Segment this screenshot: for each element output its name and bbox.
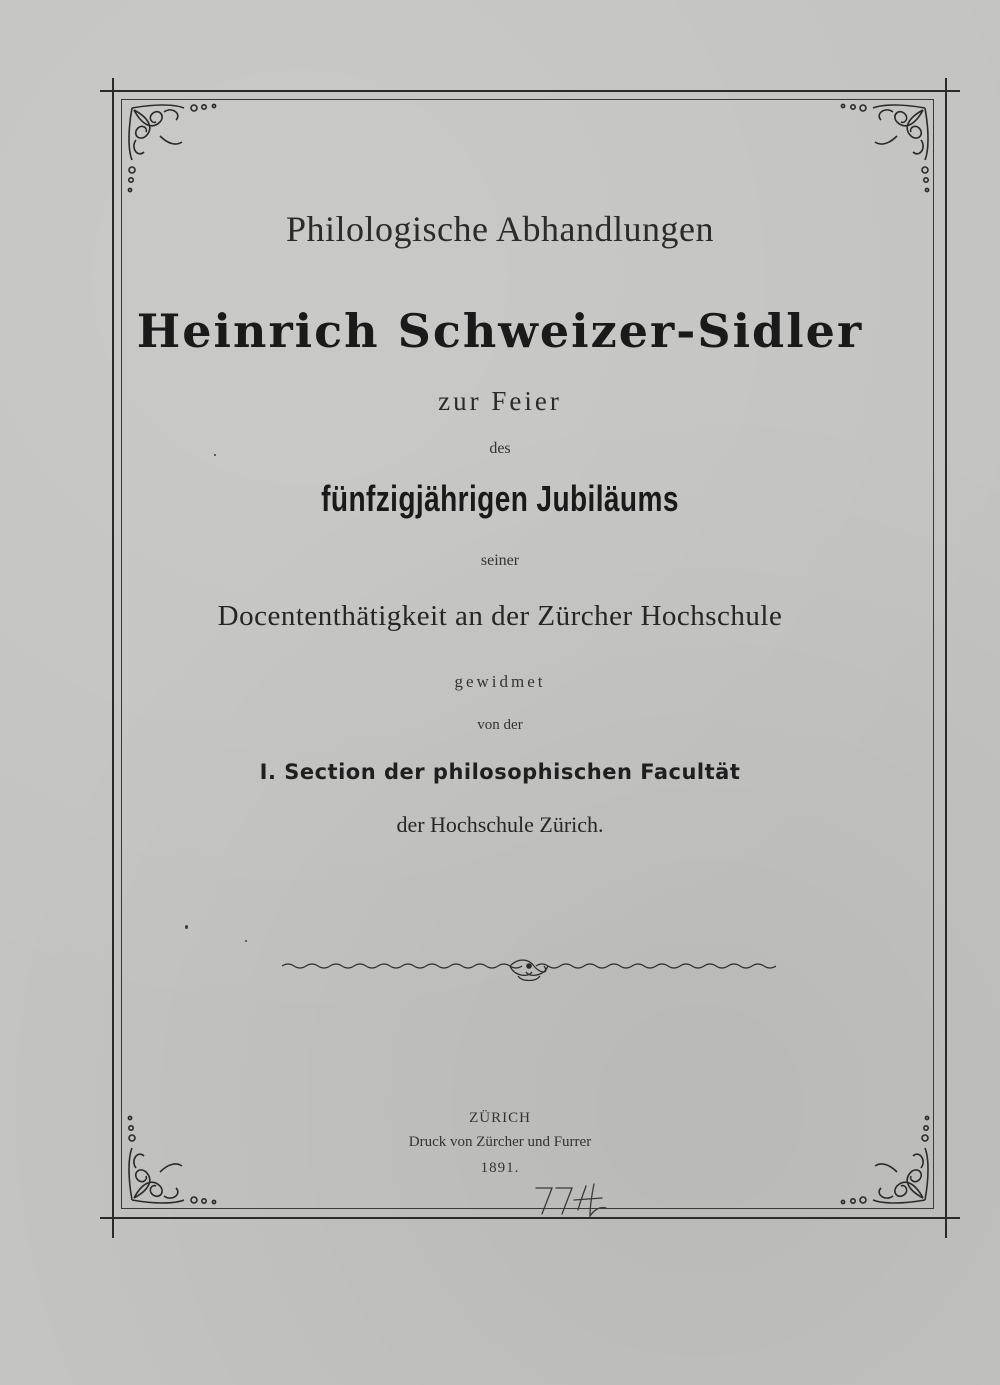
frame-rule-right	[945, 78, 947, 1238]
corner-ornament-top-right	[823, 100, 933, 210]
paper-speck	[185, 925, 188, 929]
paper-speck	[214, 454, 216, 456]
series-title: Philologische Abhandlungen	[286, 209, 714, 249]
frame-rule-left	[112, 78, 114, 1238]
occasion-line-3: fünfzigjährigen Jubiläums	[321, 478, 679, 519]
imprint-printer: Druck von Zürcher und Furrer	[408, 1134, 592, 1150]
inner-frame	[121, 99, 934, 1209]
corner-ornament-top-left	[124, 100, 234, 210]
occasion-line-2: des	[489, 440, 511, 457]
from-line: von der	[477, 717, 523, 733]
institution-line-1: I. Section der philosophischen Facultät	[259, 760, 741, 784]
honoree-name: Heinrich Schweizer-Sidler	[136, 304, 864, 358]
institution-line-2: der Hochschule Zürich.	[396, 812, 604, 837]
occasion-line-1: zur Feier	[438, 386, 562, 416]
dedication-word: gewidmet	[454, 672, 546, 691]
occasion-line-5: Docententhätigkeit an der Zürcher Hochschule	[217, 600, 783, 632]
frame-rule-top	[100, 90, 960, 92]
paper-speck	[245, 940, 247, 942]
imprint-year: 1891.	[480, 1160, 520, 1176]
imprint-city: ZÜRICH	[469, 1110, 531, 1126]
handwritten-shelfmark	[530, 1180, 620, 1220]
occasion-line-4: seiner	[480, 552, 520, 569]
ornamental-divider	[282, 952, 776, 986]
